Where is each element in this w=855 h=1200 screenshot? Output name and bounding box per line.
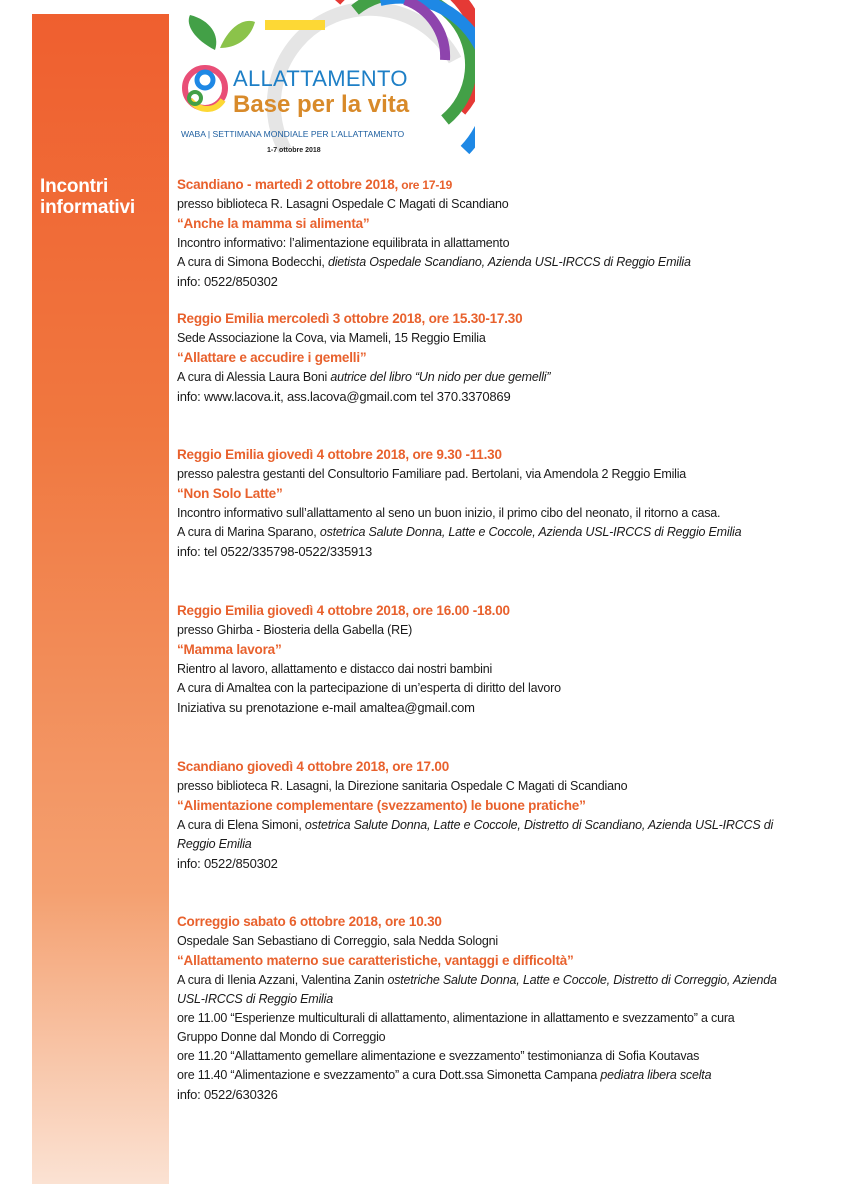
event-title: “Mamma lavora” xyxy=(177,642,282,657)
event-item xyxy=(177,601,561,717)
event-curator: A cura di Amaltea con la partecipazione di un’esperta di diritto del lavoro xyxy=(177,681,561,695)
event-curator: A cura di Ilenia Azzani, Valentina Zanin ostetriche Salute Donna, Latte e Coccole, Distretto di Correggio, Azienda USL-IRCCS di Reggio Emilia xyxy=(177,973,777,1006)
event-curator: A cura di Marina Sparano, ostetrica Salute Donna, Latte e Coccole, Azienda USL-IRCCS di Reggio Emilia xyxy=(177,525,742,539)
event-info: info: tel 0522/335798-0522/335913 xyxy=(177,544,373,559)
event-info: info: 0522/850302 xyxy=(177,856,278,871)
event-heading: Scandiano - martedì 2 ottobre 2018, ore 17-19 xyxy=(177,177,453,192)
event-info: info: 0522/630326 xyxy=(177,1087,278,1102)
event-item xyxy=(177,445,741,561)
event-item xyxy=(177,309,550,406)
event-location: Ospedale San Sebastiano di Correggio, sala Nedda Sologni xyxy=(177,934,498,948)
event-description: Incontro informativo sull’allattamento al seno un buon inizio, il primo cibo del neonato, il ritorno a casa. xyxy=(177,506,721,520)
sidebar-band xyxy=(32,14,169,1184)
event-program-item: ore 11.00 “Esperienze multiculturali di allattamento, alimentazione in allattamento e svezzamento” a cura Gruppo Donne dal Mondo di Correggio xyxy=(177,1011,735,1044)
event-item xyxy=(177,757,777,873)
event-heading: Correggio sabato 6 ottobre 2018, ore 10.30 xyxy=(177,914,442,929)
event-heading: Scandiano giovedì 4 ottobre 2018, ore 17.00 xyxy=(177,759,449,774)
event-title: “Non Solo Latte” xyxy=(177,486,283,501)
logo-dates: 1-7 ottobre 2018 xyxy=(267,147,321,154)
event-curator: A cura di Elena Simoni, ostetrica Salute Donna, Latte e Coccole, Distretto di Scandiano, Azienda USL-IRCCS di Reggio Emilia xyxy=(177,818,774,851)
event-title: “Anche la mamma si alimenta” xyxy=(177,216,370,231)
event-logo xyxy=(175,0,475,160)
event-info: info: www.lacova.it, ass.lacova@gmail.com tel 370.3370869 xyxy=(177,389,511,404)
event-title: “Alimentazione complementare (svezzamento) le buone pratiche” xyxy=(177,798,586,813)
logo-subtitle: Base per la vita xyxy=(233,91,410,118)
event-item xyxy=(177,175,691,291)
event-item xyxy=(177,912,777,1104)
event-info: Iniziativa su prenotazione e-mail amaltea@gmail.com xyxy=(177,700,475,715)
logo-title: ALLATTAMENTO xyxy=(233,66,408,91)
event-location: presso Ghirba - Biosteria della Gabella (RE) xyxy=(177,623,413,637)
event-description: Incontro informativo: l’alimentazione equilibrata in allattamento xyxy=(177,236,510,250)
event-heading: Reggio Emilia giovedì 4 ottobre 2018, ore 9.30 -11.30 xyxy=(177,447,502,462)
event-location: presso biblioteca R. Lasagni Ospedale C Magati di Scandiano xyxy=(177,197,509,211)
event-description: Rientro al lavoro, allattamento e distacco dai nostri bambini xyxy=(177,662,493,676)
event-program-item: ore 11.40 “Alimentazione e svezzamento” a cura Dott.ssa Simonetta Campana pediatra libera scelta xyxy=(177,1068,712,1082)
event-program-item: ore 11.20 “Allattamento gemellare alimentazione e svezzamento” testimonianza di Sofia Koutavas xyxy=(177,1049,700,1063)
event-curator: A cura di Simona Bodecchi, dietista Ospedale Scandiano, Azienda USL-IRCCS di Reggio Emilia xyxy=(177,255,691,269)
event-heading: Reggio Emilia giovedì 4 ottobre 2018, ore 16.00 -18.00 xyxy=(177,603,510,618)
event-location: Sede Associazione la Cova, via Mameli, 15 Reggio Emilia xyxy=(177,331,486,345)
event-location: presso biblioteca R. Lasagni, la Direzione sanitaria Ospedale C Magati di Scandiano xyxy=(177,779,628,793)
event-title: “Allattare e accudire i gemelli” xyxy=(177,350,367,365)
event-curator: A cura di Alessia Laura Boni autrice del libro “Un nido per due gemelli” xyxy=(177,370,551,384)
event-title: “Allattamento materno sue caratteristiche, vantaggi e difficoltà” xyxy=(177,953,574,968)
logo-waba: WABA | SETTIMANA MONDIALE PER L'ALLATTAMENTO xyxy=(181,129,405,139)
event-location: presso palestra gestanti del Consultorio Familiare pad. Bertolani, via Amendola 2 Reggio Emilia xyxy=(177,467,687,481)
event-heading: Reggio Emilia mercoledì 3 ottobre 2018, ore 15.30-17.30 xyxy=(177,311,523,326)
event-info: info: 0522/850302 xyxy=(177,274,278,289)
section-title: Incontri informativi xyxy=(40,176,135,218)
